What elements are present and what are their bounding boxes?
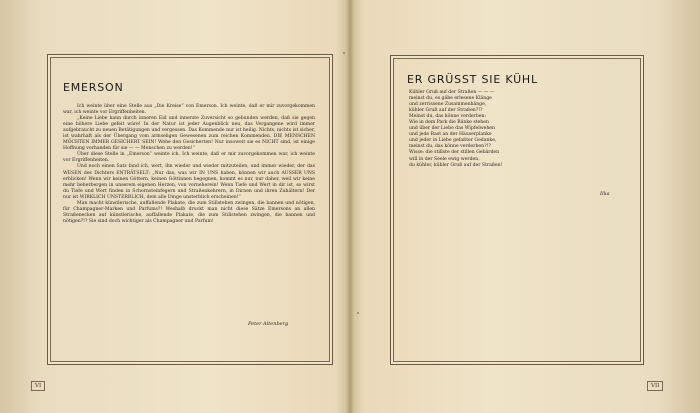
right-page-title: ER GRÜSST SIE KÜHL bbox=[407, 73, 538, 86]
left-paragraph: Über diese Stelle in „Emerson“ weinte ich. Ich weinte, daß er mir zuvorgekommen war, ich weinte vor Ergriffenheiten. bbox=[63, 152, 315, 164]
left-page-number: VI bbox=[31, 381, 45, 391]
poem-line: will in der Seele ewig werden, bbox=[409, 156, 480, 162]
paper-speck bbox=[343, 52, 345, 54]
poem bbox=[409, 90, 634, 169]
left-paragraph: Man macht künstlerische, auffallende Plakate, die zum Stillstehen zwingen, die bannen und nötigen, für Champagner-Marken und Parfums?! Weshalb druckt man nicht diese Sätze Emersons an allen Straßenecken auf künstlerische, auffallende Plakate, die zum Stillstehen zwingen, die bannen und nötigen?!? Sie sind doch wichtiger als Champagner und Parfum! bbox=[63, 200, 315, 224]
left-page bbox=[0, 0, 348, 413]
left-paragraph: Ich weinte über eine Stelle aus „Die Kreise“ von Emerson. Ich weinte, daß er mir zuvorgekommen war, ich weinte vor Ergriffenheiten. bbox=[63, 104, 315, 116]
right-page-number: VII bbox=[647, 381, 663, 391]
right-page-signature: Ilka bbox=[600, 191, 610, 197]
left-page-title: EMERSON bbox=[63, 81, 124, 94]
poem-line: und jeder in Liebe gefaßter Gedanke, bbox=[409, 138, 497, 144]
poem-line: Wisse: die stillste der stillen Gebärden bbox=[409, 150, 500, 156]
right-page-frame bbox=[390, 55, 644, 365]
poem-line: und jede Rast an der Häuserplanke bbox=[409, 132, 492, 138]
right-page bbox=[352, 0, 700, 413]
left-page-body bbox=[63, 104, 315, 225]
left-page-frame bbox=[47, 54, 333, 365]
poem-line: Meinst du, das könne verderben: bbox=[409, 114, 487, 120]
poem-line: und über der Liebe das Wipfelwehen bbox=[409, 126, 495, 132]
poem-line: meinst du, es gäbe erlesene Klänge bbox=[409, 96, 492, 102]
paper-speck bbox=[357, 312, 359, 314]
poem-line: du kühler, kühler Gruß auf der Straßen! bbox=[409, 162, 503, 168]
poem-line: kühler Gruß auf der Straßen?!? bbox=[409, 108, 483, 114]
left-paragraph: „Keine Liebe kann durch inneren Eid und innerste Zuversicht so gebunden werden, daß sie gegen eine höhere Liebe gefeit wäre! In der Natur ist jeder Augenblick neu, das Vergangene wird immer aufgebraucht zu neuen Betätigungen und vergessen. Das Kommende nur ist heilig. Nichts, nichts ist sicher, ist wahrhaft als der Übergang vom armseligen Gewesenen zum reichen Kommenden. DIE MENSCHEN MÖCHTEN IMMER GESICHERT SEIN! Wehe den Gesicherten! Nur insoweit sie es NICHT sind, ist einige Hoffnung vorhanden für sie — — Menschen zu werden!“ bbox=[63, 116, 315, 152]
poem-line: und zerrissene Zusammenhänge, bbox=[409, 102, 487, 108]
poem-line: Kühler Gruß auf der Straßen — — — bbox=[409, 90, 495, 95]
left-page-signature: Peter Altenberg bbox=[248, 321, 289, 327]
poem-line: Wie in dem Park die Bänke stehen bbox=[409, 120, 489, 126]
poem-line: meinst du, das könne verderben?!? bbox=[409, 144, 491, 150]
left-paragraph: Und noch einen Satz fand ich, wert, ihn wieder und wieder mitzuteilen, und immer wieder, der das WESEN des Dichters ENTRÄTSELT: „Nur das, was wir IN UNS haben, können wir auch AUSSER UNS erblicken! Wenn wir keinen Göttern, keinen Göttinnen begegnen, kommt es nur, nur daher, weil wir keine mehr beherbergen in unserem eigenen Herzen, von vorneherein! Wenn Tiefe und Wert in dir ist, so wirst du Tiefe und Wert finden in Schornsteinfegern und Straßenkehrern, in Dirnen und ihren Zuhältern! Der nur ist WIRKLICH UNSTERBLICH, dem alle Dinge unsterblich erscheinen!“ bbox=[63, 164, 315, 200]
